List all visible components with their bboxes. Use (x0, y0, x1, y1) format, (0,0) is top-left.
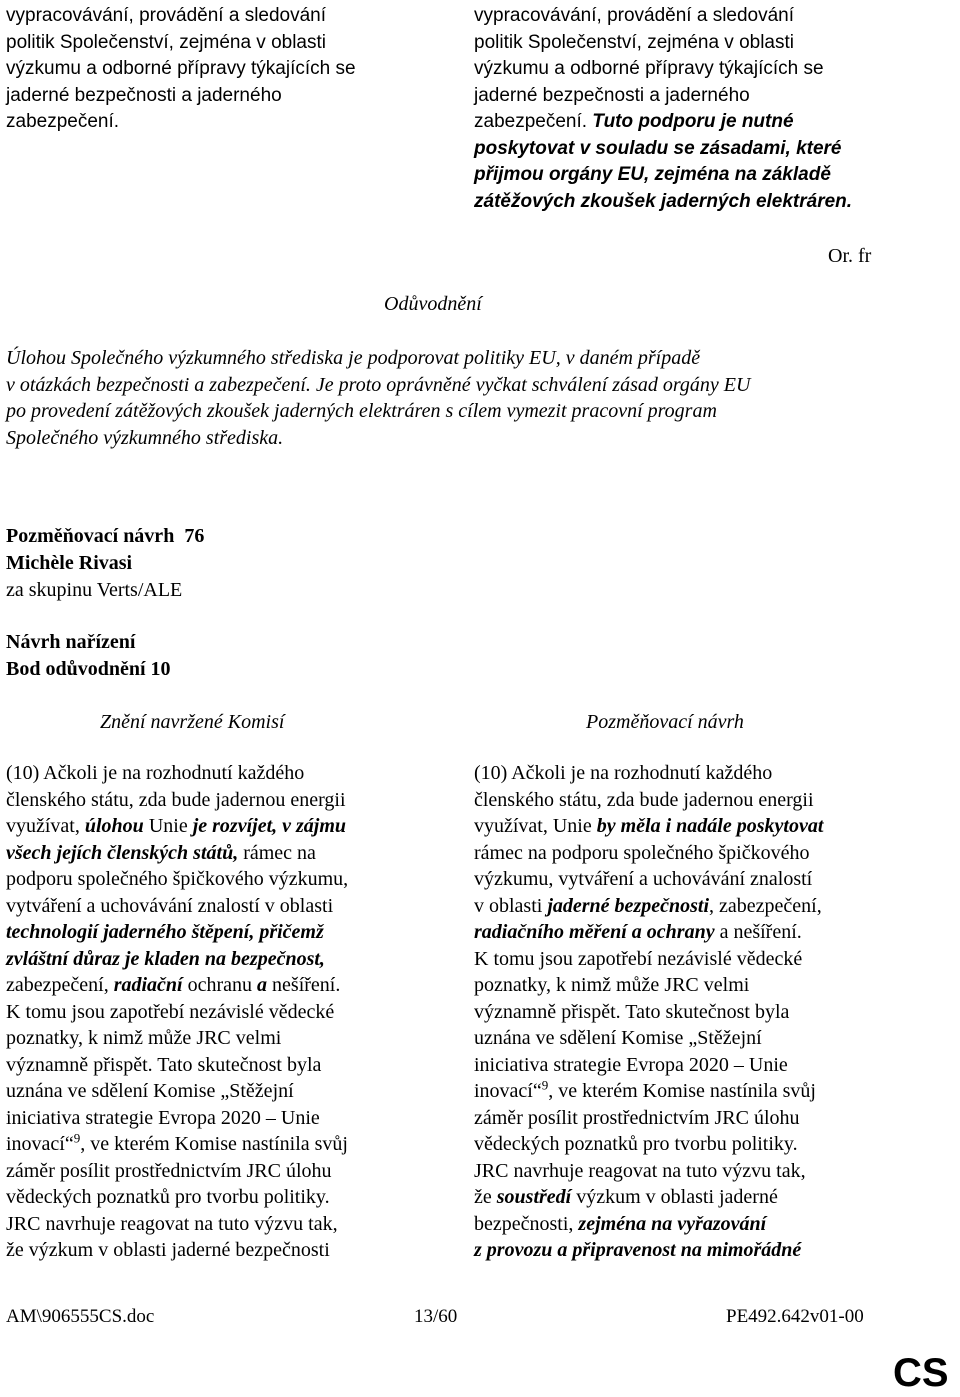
amendment-text-column (474, 760, 823, 1264)
amended-text: zátěžových zkoušek jaderných elektráren. (474, 190, 853, 212)
text-line: Společného výzkumného střediska. (6, 426, 284, 449)
original-language: Or. fr (828, 245, 872, 267)
text-line: že výzkum v oblasti jaderné bezpečnosti (6, 1239, 330, 1261)
text-line: členského státu, zda bude jadernou energii (6, 788, 346, 811)
text-span: v oblasti (474, 894, 548, 917)
text-line: záměr posílit prostřednictvím JRC úlohu (6, 1159, 332, 1182)
text-line: poznatky, k nimž může JRC velmi (6, 1027, 282, 1049)
justification-text (6, 345, 750, 451)
amended-text: Tuto podporu je nutné (587, 111, 794, 132)
text-line (474, 893, 823, 920)
text-line: záměr posílit prostřednictvím JRC úlohu (474, 1106, 800, 1129)
text-line (6, 372, 750, 399)
text-line: vědeckých poznatků pro tvorbu politiky. (474, 1133, 798, 1155)
text-span: rámec na (238, 841, 316, 864)
text-span: , zabezpečení, (709, 894, 822, 917)
text-line: Úlohou Společného výzkumného střediska je podporovat politiky EU, v daném případě (6, 347, 701, 369)
amended-text: z provozu a připravenost na mimořádné (474, 1239, 802, 1261)
text-line (474, 1211, 823, 1238)
footer-pe-ref: PE492.642v01-00 (726, 1306, 864, 1327)
recital-ref: Bod odůvodnění 10 (6, 658, 171, 680)
text-line (6, 840, 348, 867)
amended-text: technologií jaderného štěpení, přičemž (6, 921, 324, 943)
amended-text: přijmou orgány EU, zejména na základě (474, 164, 831, 185)
text-line: jaderné bezpečnosti a jaderného (474, 84, 750, 106)
amendment-label: Pozměňovací návrh (6, 525, 175, 547)
text-line (474, 109, 852, 136)
text-line: významně přispět. Tato skutečnost byla (474, 1000, 790, 1023)
text-span: inovací“ (6, 1133, 74, 1155)
text-line (474, 813, 823, 840)
text-line: JRC navrhuje reagovat na tuto výzvu tak, (6, 1212, 338, 1235)
text-span: bezpečnosti, (474, 1212, 579, 1235)
footnote-ref: 9 (73, 1130, 81, 1146)
amended-text: radiačního měření a ochrany (474, 921, 715, 943)
text-span: zabezpečení, (6, 974, 114, 996)
text-span: využívat, Unie (474, 815, 597, 837)
text-line (6, 1131, 348, 1158)
text-span: využívat, (6, 815, 85, 837)
text-span: , ve kterém Komise nastínila svůj (548, 1080, 816, 1102)
text-line: iniciativa strategie Evropa 2020 – Unie (474, 1053, 788, 1076)
text-line: jaderné bezpečnosti a jaderného (6, 84, 282, 106)
text-span: a nešíření. (714, 921, 802, 943)
right-column-heading: Pozměňovací návrh (586, 711, 744, 733)
text-line: významně přispět. Tato skutečnost byla (6, 1053, 322, 1076)
amended-text: všech jejích členských států, (6, 841, 239, 864)
amended-text: zejména na vyřazování (578, 1212, 767, 1235)
text-span: že (474, 1186, 497, 1208)
text-line: výzkumu, vytváření a uchovávání znalostí (474, 868, 813, 890)
text-line: po provedení zátěžových zkoušek jaderných elektráren s cílem vymezit pracovní program (6, 400, 717, 422)
text-span: zabezpečení. (474, 111, 588, 132)
text-line: výzkumu a odborné přípravy týkajících se (6, 58, 356, 79)
text-line: členského státu, zda bude jadernou energii (474, 788, 814, 811)
amended-text: jaderné bezpečnosti (547, 894, 709, 917)
text-line: K tomu jsou zapotřebí nezávislé vědecké (6, 1000, 335, 1023)
amendment-group: za skupinu Verts/ALE (6, 579, 183, 601)
text-span: v otázkách bezpečnosti a zabezpečení. (6, 373, 311, 396)
text-line: vytváření a uchovávání znalostí v oblasti (6, 894, 334, 917)
text-span: inovací“ (474, 1080, 542, 1102)
text-line: politik Společenství, zejména v oblasti (474, 31, 794, 53)
text-line: uznána ve sdělení Komise „Stěžejní (6, 1080, 294, 1102)
text-span: ochranu (182, 974, 258, 996)
text-line: (10) Ačkoli je na rozhodnutí každého (474, 762, 773, 784)
text-span: Je proto oprávněné vyčkat schválení zásad orgány EU (310, 373, 751, 396)
text-line: zabezpečení. (6, 111, 120, 132)
text-span: nešíření. (267, 974, 341, 996)
amended-text: a (257, 974, 268, 996)
text-span: , ve kterém Komise nastínila svůj (80, 1133, 348, 1155)
amended-text: úlohou (84, 815, 144, 837)
text-span: Unie (143, 815, 193, 837)
footer-doc-ref: AM\906555CS.doc (6, 1306, 155, 1327)
text-line: vypracovávání, provádění a sledování (474, 5, 795, 26)
proposal-title: Návrh nařízení (6, 631, 136, 653)
footer-page-number: 13/60 (414, 1306, 458, 1327)
proposal-reference (6, 629, 171, 683)
justification-heading: Odůvodnění (384, 293, 482, 315)
amended-text: soustředí (496, 1186, 572, 1208)
top-right-text (474, 3, 852, 215)
text-line (6, 813, 348, 840)
text-line: uznána ve sdělení Komise „Stěžejní (474, 1027, 762, 1049)
top-left-text (6, 3, 356, 136)
amendment-author: Michèle Rivasi (6, 552, 133, 574)
text-line: JRC navrhuje reagovat na tuto výzvu tak, (474, 1159, 806, 1182)
amended-text: poskytovat v souladu se zásadami, které (474, 137, 842, 159)
amended-text: by měla i nadále poskytovat (596, 815, 824, 837)
text-span: výzkum v oblasti jaderné (571, 1186, 778, 1208)
commission-text-column (6, 760, 348, 1264)
text-line (474, 919, 823, 946)
text-line: podporu společného špičkového výzkumu, (6, 868, 349, 890)
text-line: (10) Ačkoli je na rozhodnutí každého (6, 762, 305, 784)
amended-text: je rozvíjet, v zájmu (192, 815, 347, 837)
amended-text: radiační (113, 974, 183, 996)
text-line: vědeckých poznatků pro tvorbu politiky. (6, 1186, 330, 1208)
footnote-ref: 9 (541, 1077, 549, 1093)
text-line (6, 972, 348, 999)
text-line (474, 1078, 823, 1105)
amendment-title (6, 523, 204, 550)
text-line: K tomu jsou zapotřebí nezávislé vědecké (474, 947, 803, 970)
text-line: politik Společenství, zejména v oblasti (6, 31, 326, 53)
text-line: výzkumu a odborné přípravy týkajících se (474, 58, 824, 79)
amendment-header (6, 523, 204, 604)
text-line: iniciativa strategie Evropa 2020 – Unie (6, 1106, 320, 1129)
text-line: rámec na podporu společného špičkového (474, 841, 810, 864)
text-line: poznatky, k nimž může JRC velmi (474, 974, 750, 996)
amendment-number: 76 (184, 525, 205, 547)
amended-text: zvláštní důraz je kladen na bezpečnost, (6, 947, 325, 970)
footer-language: CS (893, 1351, 949, 1395)
text-line (474, 1184, 823, 1211)
left-column-heading: Znění navržené Komisí (100, 711, 285, 733)
text-line: vypracovávání, provádění a sledování (6, 5, 327, 26)
